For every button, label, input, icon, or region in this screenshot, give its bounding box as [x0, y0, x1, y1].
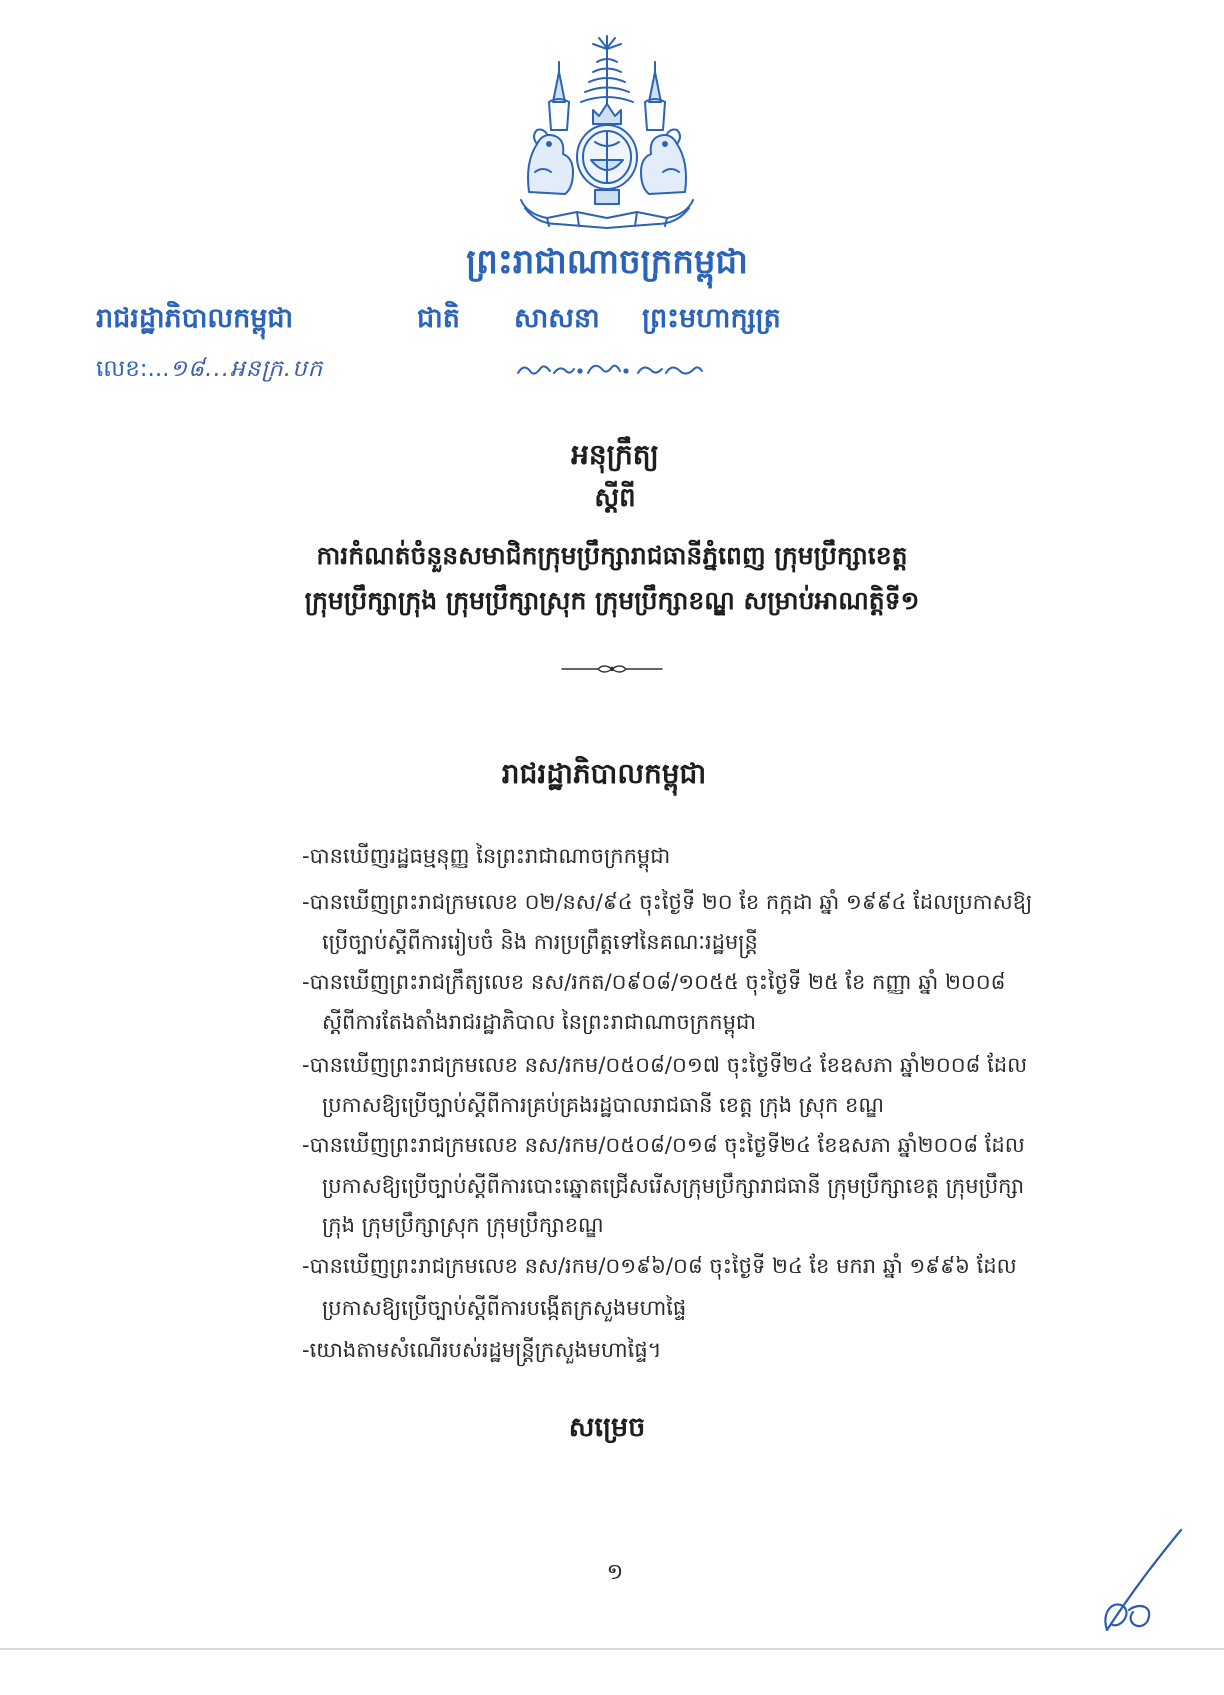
decision-heading: សម្រេច	[568, 1412, 646, 1443]
kingdom-title: ព្រះរាជាណាចក្រកម្ពុជា	[466, 242, 748, 282]
flourish-ornament-icon	[514, 359, 706, 381]
page-number: ១	[606, 1560, 624, 1585]
issuer-heading: រាជរដ្ឋាភិបាលកម្ពុជា	[501, 757, 707, 790]
preamble-line: -យោងតាមសំណើរបស់រដ្ឋមន្ត្រីក្រសួងមហាផ្ទៃ។	[302, 1338, 662, 1362]
preamble-line: -បានឃើញព្រះរាជក្រមលេខ នស/រកម/០៥០៨/០១៨ ចុះថ្ងៃទី២៤ ខែឧសភា ឆ្នាំ២០០៨ ដែល	[302, 1133, 1025, 1157]
preamble-line: -បានឃើញរដ្ឋធម្មនុញ្ញ នៃព្រះរាជាណាចក្រកម្ពុជា	[302, 844, 671, 868]
divider-ornament-icon	[560, 660, 664, 678]
preamble-line: ស្តីពីការតែងតាំងរាជរដ្ឋាភិបាល នៃព្រះរាជាណាចក្រកម្ពុជា	[322, 1010, 756, 1034]
preamble-line: -បានឃើញព្រះរាជក្រមលេខ នស/រកម/០៥០៨/០១៧ ចុះថ្ងៃទី២៤ ខែឧសភា ឆ្នាំ២០០៨ ដែល	[302, 1053, 1028, 1077]
motto-king: ព្រះមហាក្សត្រ	[642, 303, 781, 334]
document-number	[96, 351, 323, 387]
signature-mark	[1085, 1526, 1185, 1641]
preamble-line: ប្រកាសឱ្យប្រើច្បាប់ស្តីពីការគ្រប់គ្រងរដ្ឋបាលរាជធានី ខេត្ត ក្រុង ស្រុក ខណ្ឌ	[322, 1093, 884, 1117]
preamble-line: ប្រកាសឱ្យប្រើច្បាប់ស្តីពីការបោះឆ្នោតជ្រើសរើសក្រុមប្រឹក្សារាជធានី ក្រុមប្រឹក្សាខេត្ត ក្រុមប្រឹក្សា	[322, 1174, 1025, 1198]
government-header: រាជរដ្ឋាភិបាលកម្ពុជា	[96, 303, 294, 334]
document-about-heading: ស្តីពី	[594, 483, 636, 513]
document-subject-line: ការកំណត់ចំនួនសមាជិកក្រុមប្រឹក្សារាជធានីភ្នំពេញ ក្រុមប្រឹក្សាខេត្ត	[316, 541, 908, 570]
preamble-line: ប្រកាសឱ្យប្រើច្បាប់ស្តីពីការបង្កើតក្រសួងមហាផ្ទៃ	[322, 1296, 687, 1320]
document-subject-line: ក្រុមប្រឹក្សាក្រុង ក្រុមប្រឹក្សាស្រុក ក្រុមប្រឹក្សាខណ្ឌ សម្រាប់អាណត្តិទី១	[304, 586, 920, 615]
document-number-label: លេខ:...	[96, 356, 170, 382]
motto-religion: សាសនា	[514, 303, 600, 334]
coat-of-arms-icon	[507, 32, 707, 232]
page-bottom-rule	[0, 1648, 1224, 1650]
preamble-line: ប្រើច្បាប់ស្តីពីការរៀបចំ និង ការប្រព្រឹត្តទៅនៃគណៈរដ្ឋមន្ត្រី	[322, 930, 758, 954]
motto-nation: ជាតិ	[417, 303, 460, 334]
preamble-line: -បានឃើញព្រះរាជក្រឹត្យលេខ នស/រកត/០៩០៨/១០៥៥ ចុះថ្ងៃទី ២៥ ខែ កញ្ញា ឆ្នាំ ២០០៨	[302, 970, 1006, 994]
document-number-handwritten: ១៨...អនក្រ.បក	[169, 356, 324, 382]
preamble-line: ក្រុង ក្រុមប្រឹក្សាស្រុក ក្រុមប្រឹក្សាខណ្ឌ	[322, 1213, 604, 1237]
preamble-line: -បានឃើញព្រះរាជក្រមលេខ នស/រកម/០១៩៦/០៨ ចុះថ្ងៃទី ២៤ ខែ មករា ឆ្នាំ ១៩៩៦ ដែល	[302, 1254, 1017, 1278]
preamble-line: -បានឃើញព្រះរាជក្រមលេខ ០២/នស/៩៤ ចុះថ្ងៃទី ២០ ខែ កក្កដា ឆ្នាំ ១៩៩៤ ដែលប្រកាសឱ្យ	[302, 890, 1033, 914]
document-type-heading: អនុក្រឹត្យ	[571, 438, 659, 471]
